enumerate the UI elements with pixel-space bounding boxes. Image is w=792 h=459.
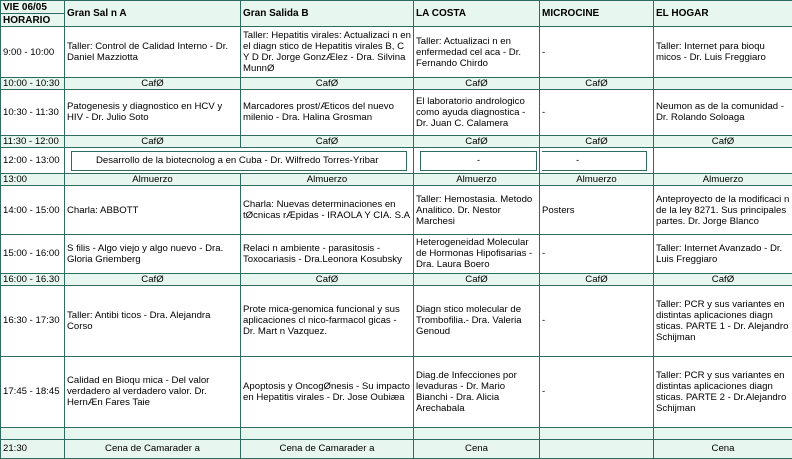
session-cell: Calidad en Bioqu mica - Del valor verdadero al verdadero valor. Dr. HernÆn Fares Taie — [65, 356, 241, 427]
room-header-gran-salida-b: Gran Salida B — [241, 1, 414, 27]
session-cell: Taller: Hepatitis virales: Actualizaci n en el diagn stico de Hepatitis virales B, C Y D Dr. Jorge GonzÆlez - Dra. Silvina MunnØ — [241, 27, 414, 78]
break-cell: CafØ — [241, 135, 414, 147]
lunch-row — [1, 174, 792, 186]
session-cell: Patogenesis y diagnostico en HCV y HIV - Dr. Julio Soto — [65, 90, 241, 136]
lunch-cell: Almuerzo — [654, 174, 792, 186]
session-cell: Heterogeneidad Molecular de Hormonas Hipofisarias - Dra. Laura Boero — [414, 235, 540, 274]
break-row — [1, 135, 792, 147]
session-cell: Diag.de Infecciones por levaduras - Dr. Mario Bianchi - Dra. Alicia Arechabala — [414, 356, 540, 427]
session-cell: Diagn stico molecular de Trombofilia.- Dra. Valeria Genoud — [414, 285, 540, 356]
time-cell: 11:30 - 12:00 — [1, 135, 65, 147]
session-placeholder: - — [420, 151, 537, 171]
time-cell: 16:00 - 16.30 — [1, 273, 65, 285]
dinner-row — [1, 439, 792, 458]
break-cell: CafØ — [414, 135, 540, 147]
break-cell: CafØ — [654, 135, 792, 147]
session-cell — [540, 147, 654, 173]
session-cell: Taller: Antibi ticos - Dra. Alejandra Corso — [65, 285, 241, 356]
room-header-microcine: MICROCINE — [540, 1, 654, 27]
time-cell: 9:00 - 10:00 — [1, 27, 65, 78]
time-cell: 14:00 - 15:00 — [1, 186, 65, 235]
session-cell: Relaci n ambiente - parasitosis - Toxocariasis - Dra.Leonora Kosubsky — [241, 235, 414, 274]
session-cell: Taller: PCR y sus variantes en distintas aplicaciones diagn sticas. PARTE 1 - Dr. Alejandro Schijman — [654, 285, 792, 356]
lunch-cell: Almuerzo — [65, 174, 241, 186]
dinner-cell: Cena — [414, 439, 540, 458]
spacer-cell — [414, 427, 540, 439]
session-cell: Marcadores prost/Æticos del nuevo milenio - Dra. Halina Grosman — [241, 90, 414, 136]
time-cell: 17:45 - 18:45 — [1, 356, 65, 427]
break-cell: CafØ — [654, 273, 792, 285]
room-header-gran-salon-a: Gran Sal n A — [65, 1, 241, 27]
session-cell: Apoptosis y OncogØnesis - Su impacto en Hepatitis virales - Dr. Jose Oubiæa — [241, 356, 414, 427]
session-cell: - — [540, 356, 654, 427]
session-cell: Neumon as de la comunidad - Dr. Rolando Soloaga — [654, 90, 792, 136]
session-cell: Taller: Internet Avanzado - Dr. Luis Freggiaro — [654, 235, 792, 274]
session-placeholder: - — [542, 151, 647, 171]
session-cell: S filis - Algo viejo y algo nuevo - Dra. Gloria Griemberg — [65, 235, 241, 274]
break-cell: CafØ — [241, 78, 414, 90]
dinner-cell: Cena — [654, 439, 792, 458]
time-cell: 10:30 - 11:30 — [1, 90, 65, 136]
session-cell: - — [540, 285, 654, 356]
session-cell: Taller: Hemostasia. Metodo Analitico. Dr. Nestor Marchesi — [414, 186, 540, 235]
room-header-el-hogar: EL HOGAR — [654, 1, 792, 27]
session-cell: - — [540, 235, 654, 274]
session-cell — [654, 147, 792, 173]
lunch-cell: Almuerzo — [414, 174, 540, 186]
time-cell: 13:00 — [1, 174, 65, 186]
table-row — [1, 90, 792, 136]
break-cell: CafØ — [414, 273, 540, 285]
session-cell: Taller: Actualizaci n en enfermedad cel aca - Dr. Fernando Chirdo — [414, 27, 540, 78]
spacer-cell — [654, 427, 792, 439]
table-row — [1, 285, 792, 356]
time-cell: 21:30 — [1, 439, 65, 458]
break-cell: CafØ — [540, 273, 654, 285]
dinner-cell — [540, 439, 654, 458]
spacer-cell — [241, 427, 414, 439]
time-cell: 12:00 - 13:00 — [1, 147, 65, 173]
spacer-cell — [540, 427, 654, 439]
break-cell: CafØ — [540, 78, 654, 90]
break-cell: CafØ — [540, 135, 654, 147]
session-cell: Charla: ABBOTT — [65, 186, 241, 235]
spacer-cell — [65, 427, 241, 439]
session-cell: El laboratorio andrologico como ayuda diagnostica - Dr. Juan C. Calamera — [414, 90, 540, 136]
break-cell — [654, 78, 792, 90]
session-cell: Taller: Control de Calidad Interno - Dr. Daniel Mazziotta — [65, 27, 241, 78]
time-cell: 16:30 - 17:30 — [1, 285, 65, 356]
session-cell: Taller: PCR y sus variantes en distintas aplicaciones diagn sticas. PARTE 2 - Dr.Alejandro Schijman — [654, 356, 792, 427]
header-row — [1, 1, 792, 14]
session-cell: - — [540, 90, 654, 136]
lunch-cell: Almuerzo — [540, 174, 654, 186]
break-cell: CafØ — [65, 78, 241, 90]
table-row — [1, 235, 792, 274]
table-row — [1, 147, 792, 173]
lunch-cell: Almuerzo — [241, 174, 414, 186]
break-cell: CafØ — [414, 78, 540, 90]
break-cell: CafØ — [241, 273, 414, 285]
time-cell: 15:00 - 16:00 — [1, 235, 65, 274]
room-header-la-costa: LA COSTA — [414, 1, 540, 27]
plenary-session: Desarrollo de la biotecnolog a en Cuba - Dr. Wilfredo Torres-Yribar — [71, 151, 407, 171]
session-cell: Anteproyecto de la modificaci n de la ley 8271. Sus principales partes. Dr. Jorge Blanco — [654, 186, 792, 235]
spacer-cell — [1, 427, 65, 439]
time-cell: 10:00 - 10:30 — [1, 78, 65, 90]
dinner-cell: Cena de Camarader a — [65, 439, 241, 458]
break-cell: CafØ — [65, 273, 241, 285]
day-label: VIE 06/05 — [1, 1, 65, 14]
break-cell: CafØ — [65, 135, 241, 147]
table-row — [1, 186, 792, 235]
table-row — [1, 27, 792, 78]
session-cell: Prote mica-genomica funcional y sus aplicaciones cl nico-farmacol gicas - Dr. Mart n Vazquez. — [241, 285, 414, 356]
spacer-row — [1, 427, 792, 439]
break-row — [1, 273, 792, 285]
session-cell — [414, 147, 540, 173]
session-cell — [65, 147, 414, 173]
session-cell: Posters — [540, 186, 654, 235]
table-row — [1, 356, 792, 427]
break-row — [1, 78, 792, 90]
session-cell: Taller: Internet para bioqu micos - Dr. Luis Freggiaro — [654, 27, 792, 78]
session-cell: Charla: Nuevas determinaciones en tØcnicas rÆpidas - IRAOLA Y CIA. S.A — [241, 186, 414, 235]
session-cell: - — [540, 27, 654, 78]
time-column-header: HORARIO — [1, 14, 65, 27]
dinner-cell: Cena de Camarader a — [241, 439, 414, 458]
